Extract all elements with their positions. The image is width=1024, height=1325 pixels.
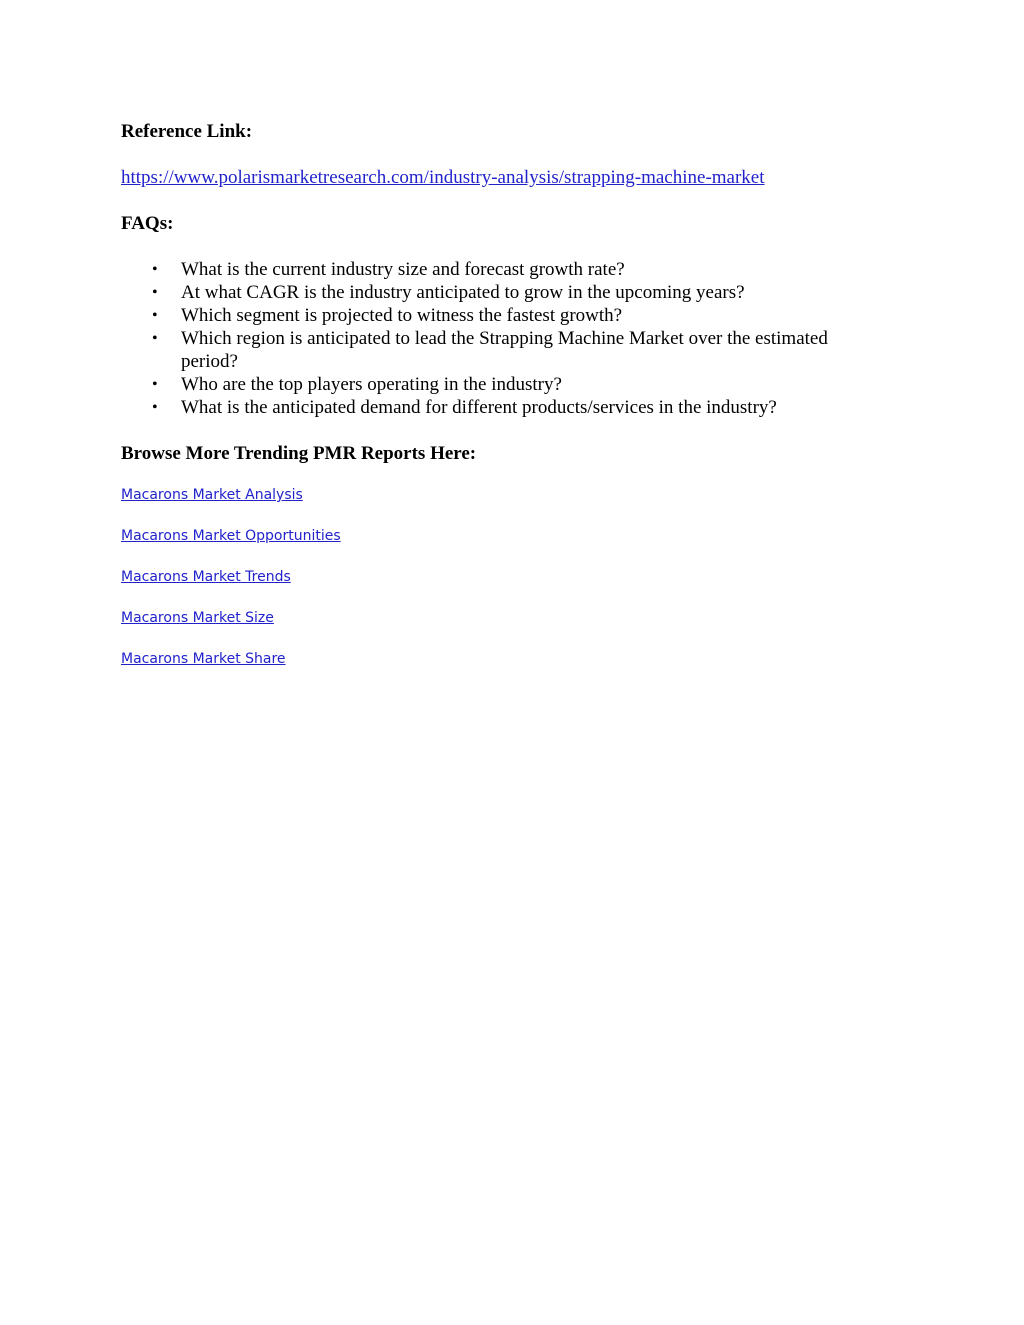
faq-item <box>121 373 881 396</box>
bullet-icon: • <box>152 376 158 393</box>
trending-link-opportunities[interactable]: Macarons Market Opportunities <box>121 528 341 544</box>
page-content <box>121 120 901 692</box>
faq-question: Who are the top players operating in the industry? <box>181 374 562 395</box>
reference-link[interactable]: https://www.polarismarketresearch.com/industry-analysis/strapping-machine-market <box>121 167 765 188</box>
faq-list <box>121 258 901 419</box>
trending-links <box>121 487 901 668</box>
faqs-heading: FAQs: <box>121 213 174 234</box>
faq-item <box>121 258 881 281</box>
faq-question: At what CAGR is the industry anticipated to grow in the upcoming years? <box>181 282 745 303</box>
bullet-icon: • <box>152 399 158 416</box>
faq-item <box>121 327 881 373</box>
faq-question: What is the anticipated demand for different products/services in the industry? <box>181 397 777 418</box>
reference-heading: Reference Link: <box>121 121 253 142</box>
faq-item <box>121 281 881 304</box>
bullet-icon: • <box>152 307 158 324</box>
faq-question: Which segment is projected to witness the fastest growth? <box>181 305 623 326</box>
trending-link-size[interactable]: Macarons Market Size <box>121 610 274 626</box>
trending-link-trends[interactable]: Macarons Market Trends <box>121 569 291 585</box>
trending-link-analysis[interactable]: Macarons Market Analysis <box>121 487 303 503</box>
faq-item <box>121 304 881 327</box>
faq-question: What is the current industry size and forecast growth rate? <box>181 259 625 280</box>
bullet-icon: • <box>152 330 158 347</box>
bullet-icon: • <box>152 284 158 301</box>
faq-item <box>121 396 881 419</box>
faq-question: Which region is anticipated to lead the Strapping Machine Market over the estimated period? <box>181 328 828 372</box>
bullet-icon: • <box>152 261 158 278</box>
trending-link-share[interactable]: Macarons Market Share <box>121 651 286 667</box>
browse-heading: Browse More Trending PMR Reports Here: <box>121 443 477 464</box>
